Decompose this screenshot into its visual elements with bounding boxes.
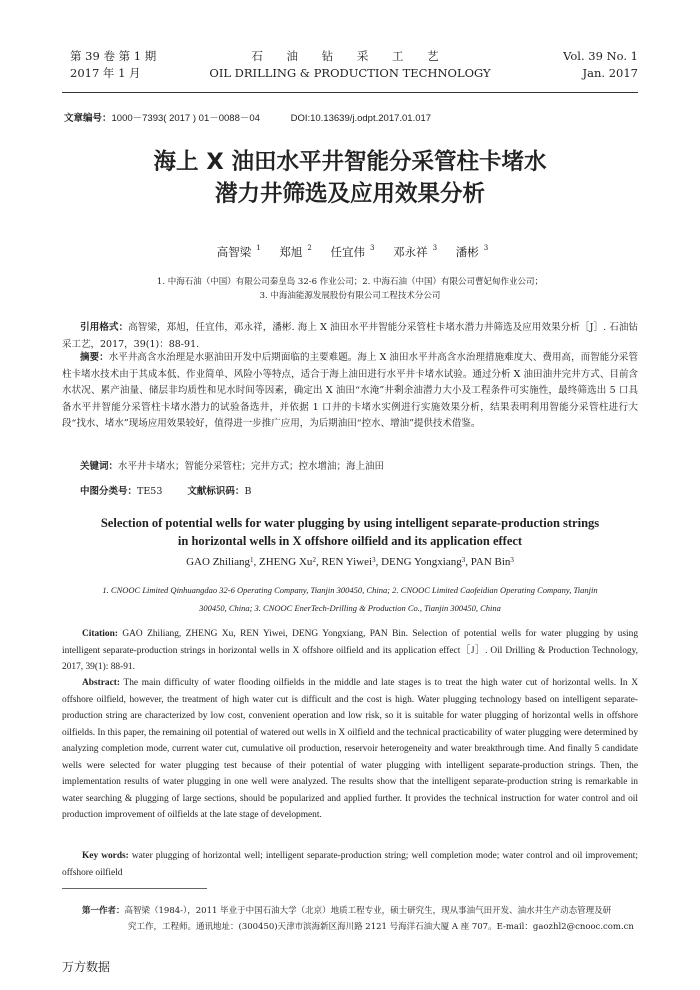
author-cn: 潘彬 $^3$ (455, 244, 489, 259)
header-right (563, 48, 638, 82)
date-cn: 2017 年 1 月 (70, 66, 141, 80)
doc-code-label: 文献标识码： (187, 486, 245, 497)
author-cn: 郑旭 $^2$ (279, 244, 312, 259)
keywords-cn: 关键词：水平井卡堵水；智能分采管柱；完井方式；控水增油；海上油田 (80, 461, 385, 472)
abstract-cn-label: 摘要： (80, 352, 109, 363)
title-en: Selection of potential wells for water plugging by using intelligent separate-production strings in horizontal wells in X offshore oilfield and its application effect (100, 516, 600, 548)
doc-code-value: B (244, 486, 252, 497)
author-en: REN Yiwei$^3$, (321, 556, 382, 568)
author-en: ZHENG Xu$^2$, (258, 556, 322, 568)
keywords-en: Key words: water plugging of horizontal well; intelligent separate-production string; well completion mode; water control and oil improvement; offshore oilfield (62, 851, 639, 878)
running-header (62, 48, 638, 84)
journal-name-cn: 石 油 钻 采 工 艺 (251, 49, 449, 63)
affiliations-cn: 1. 中海石油（中国）有限公司秦皇岛 32-6 作业公司；2. 中海石油（中国）有限公司曹妃甸作业公司； 3. 中海油能源发展股份有限公司工程技术分公司 (156, 277, 544, 301)
citation-en-label: Citation: (82, 629, 118, 639)
citation-cn-label: 引用格式： (80, 322, 129, 333)
first-author-label: 第一作者： (82, 905, 125, 915)
doi: DOI:10.13639/j.odpt.2017.01.017 (290, 113, 432, 124)
author-cn: 高智梁 $^1$ (216, 244, 261, 259)
author-cn: 任宜伟 $^3$ (330, 244, 375, 259)
authors-en (0, 556, 700, 568)
abstract-cn: 摘要：水平井高含水治理是水驱油田开发中后期面临的主要难题。海上 X 油田水平井高含水治理措施难度大、费用高，而智能分采管柱卡堵水技术由于其成本低、作业简单、风险小等特点，适合于海上油田进行水平井卡堵水试验。通过分析 X 油田油井完井方式、目前含水状况、累产油量、储层非均质性和见水时间等因素，确定出 X 油田“水淹”井剩余油潜力大小及工程条件可实施性，最终筛选出 5 口具备水平井智能分采管柱卡堵水潜力的试验备选井，并依据 1 口井的卡堵水实例进行实施效果分析，结果表明利用智能分采管柱进行大段“找水、堵水”现场应用效果较好，值得进一步推广应用，为后期油田“控水、增油”提供技术借鉴。 (62, 352, 638, 429)
article-no-label: 文章编号： (64, 113, 112, 124)
citation-cn: 引用格式：高智梁，郑旭，任宜伟，邓永祥，潘彬. 海上 X 油田水平井智能分采管柱卡堵水潜力井筛选及应用效果分析［J］. 石油钻采工艺，2017，39(1)：88-91. (62, 322, 638, 350)
clc-value: TE53 (137, 486, 163, 497)
citation-en: Citation: GAO Zhiliang, ZHENG Xu, REN Yiwei, DENG Yongxiang, PAN Bin. Selection of potential wells for water plugging by using intelligent separate-production strings in horizontal wells in X offshore oilfield and its application effect［J］. Oil Drilling & Production Technology, 2017, 39(1): 88-91. (62, 629, 639, 672)
author-en: DENG Yongxiang$^3$, (381, 556, 471, 568)
keywords-en-label: Key words: (82, 851, 129, 861)
classification-line (62, 484, 638, 501)
title-cn-line-1: 海上 X 油田水平井智能分采管柱卡堵水 (153, 149, 547, 175)
author-en: GAO Zhiliang$^1$, (186, 556, 259, 568)
volume-cn: 第 39 卷 第 1 期 (70, 49, 157, 63)
volume-en: Vol. 39 No. 1 (563, 49, 638, 63)
title-cn-line-2: 潜力井筛选及应用效果分析 (214, 181, 485, 207)
authors-cn (0, 244, 700, 260)
author-cn: 邓永祥 $^3$ (393, 244, 438, 259)
first-author-footnote: 第一作者：高智梁（1984-），2011 毕业于中国石油大学（北京）地质工程专业，硕士研究生，现从事油气田开发、油水井生产动态管理及研 究工作，工程师。通讯地址：(300450)天津市滨海新区海川路 2121 号海洋石油大厦 A 座 707。E-mail：gaozhl2@cnooc.com.cn (82, 905, 634, 932)
author-en: PAN Bin$^3$ (470, 556, 514, 568)
article-number-line (64, 110, 431, 124)
watermark: 万方数据 (62, 960, 111, 974)
clc-label: 中图分类号： (80, 486, 138, 497)
date-en: Jan. 2017 (582, 66, 638, 80)
footnote-rule (62, 888, 207, 889)
article-no: 1000－7393( 2017 ) 01－0088－04 (111, 113, 260, 124)
keywords-cn-label: 关键词： (80, 461, 119, 472)
header-center (62, 48, 638, 82)
abstract-en-label: Abstract: (82, 678, 121, 688)
journal-name-en: OIL DRILLING & PRODUCTION TECHNOLOGY (209, 66, 491, 80)
title-cn (0, 146, 700, 210)
header-rule (62, 92, 638, 93)
abstract-en: Abstract: The main difficulty of water flooding oilfields in the middle and late stages is to treat the high water cut of horizontal wells. In X offshore oilfield, however, the treatment of high water cut is difficult and the cost is high. Water plugging technology based on intelligent separate-production string are characterized by low cost, convenient operation and low risk, so it is suitable for water plugging of horizontal wells in offshore oilfields. In this paper, the remaining oil potential of watered out wells in X oilfield and the technical practicability of water plugging were determined by analyzing completion mode, current water cut, cumulative oil production, reservoir heterogeneity and water breakthrough time. And finally 5 candidate wells were selected for water plugging test because of their potential of water plugging with intelligent separate-production strings. Then, the implementation results of water plugging in one well were analyzed. The results show that the intelligent separate-production string is remarkable in water searching & plugging of large sections, should be popularized and applied further. It provides the technical instruction for water control and oil production improvement of oilfields at the late stage of development. (62, 678, 639, 820)
affiliations-en: 1. CNOOC Limited Qinhuangdao 32-6 Operating Company, Tianjin 300450, China; 2. CNOOC Limited Caofeidian Operating Company, Tianjin 300450, China; 3. CNOOC EnerTech-Drilling & Production Co., Tianjin 300450, China (102, 585, 598, 613)
